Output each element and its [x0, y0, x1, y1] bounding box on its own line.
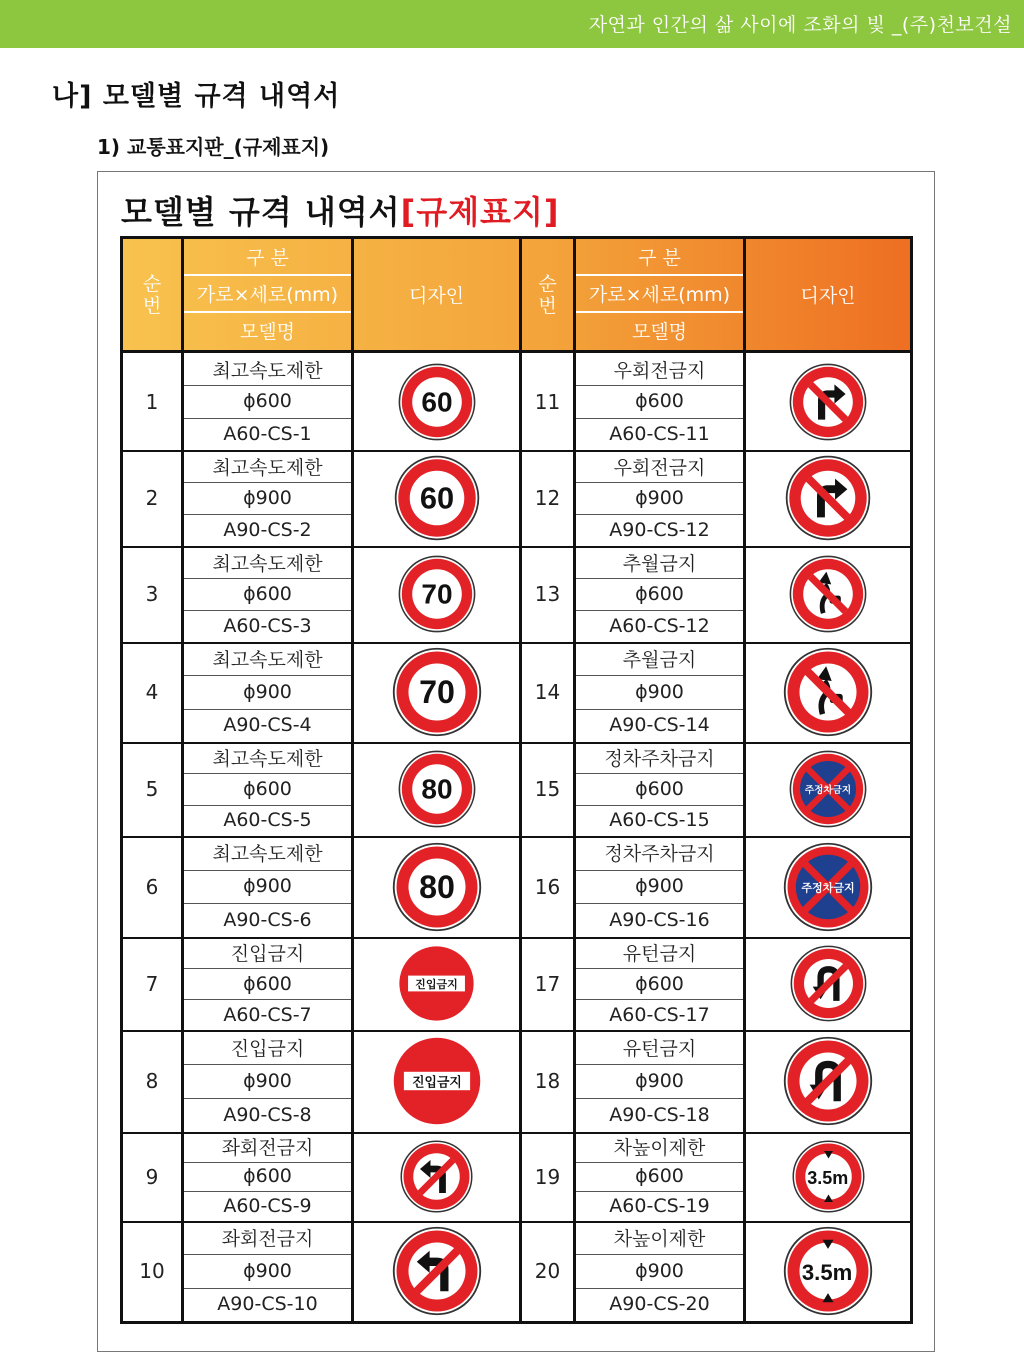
header-slogan: 자연과 인간의 삶 사이에 조화의 빛 _(주)천보건설: [588, 14, 1012, 36]
row-number: 1: [145, 389, 159, 414]
sign-size: ϕ600: [243, 390, 292, 413]
row-number: 11: [534, 389, 561, 414]
speed-limit-sign-icon: [397, 749, 477, 829]
header-model-left: 모델명: [239, 321, 296, 343]
sign-size: ϕ900: [635, 680, 684, 703]
row-number: 7: [145, 971, 159, 996]
sign-name: 추월금지: [622, 649, 697, 672]
no-right-turn-sign-icon: [784, 454, 872, 542]
no-u-turn-sign-icon: [782, 1035, 874, 1127]
model-code: A60-CS-5: [223, 809, 312, 832]
sign-name: 진입금지: [230, 943, 305, 965]
sign-name: 최고속도제한: [212, 748, 323, 771]
speed-limit-sign-icon: [397, 554, 477, 634]
row-number: 8: [145, 1069, 159, 1093]
sign-name: 최고속도제한: [212, 456, 323, 479]
sign-size: ϕ600: [635, 390, 684, 413]
sign-name: 정차주차금지: [604, 843, 715, 866]
svg-text:80: 80: [420, 773, 453, 805]
sign-size: ϕ600: [243, 972, 292, 995]
header-seq-right: 순 번: [538, 272, 557, 317]
header-size-left: 가로×세로(mm): [196, 284, 339, 306]
sign-name: 차높이제한: [613, 1137, 706, 1160]
row-number: 3: [145, 582, 159, 606]
model-code: A60-CS-3: [223, 615, 312, 637]
sign-name: 진입금지: [230, 1037, 305, 1060]
no-stopping-parking-sign-icon: [782, 841, 874, 933]
subsection-title: 1) 교통표지판_(규제표지): [97, 135, 330, 159]
no-entry-sign-icon: [391, 1035, 483, 1127]
header-size-right: 가로×세로(mm): [588, 284, 731, 306]
height-limit-sign-icon: [782, 1225, 874, 1317]
sign-name: 유턴금지: [622, 1037, 697, 1060]
model-code: A90-CS-8: [223, 1104, 312, 1126]
svg-text:80: 80: [418, 868, 455, 905]
sign-name: 최고속도제한: [212, 649, 323, 672]
row-number: 6: [145, 874, 159, 899]
model-code: A90-CS-18: [609, 1104, 710, 1126]
row-number: 10: [139, 1259, 165, 1283]
model-code: A60-CS-9: [223, 1195, 312, 1218]
header-category-left: 구 분: [246, 247, 289, 269]
table-header: [123, 239, 910, 353]
speed-limit-sign-icon: [391, 841, 483, 933]
model-code: A90-CS-2: [223, 519, 312, 541]
row-number: 9: [145, 1164, 159, 1189]
model-code: A60-CS-15: [609, 809, 710, 832]
header-seq-left: 순 번: [142, 272, 162, 317]
height-limit-sign-icon: [791, 1139, 866, 1214]
no-right-turn-sign-icon: [788, 362, 868, 442]
table-title-main: 모델별 규격 내역서: [121, 193, 401, 231]
svg-text:진입금지: 진입금지: [411, 1075, 462, 1091]
row-number: 12: [534, 486, 561, 510]
row-number: 13: [534, 582, 561, 606]
speed-limit-sign-icon: [391, 646, 483, 738]
sign-size: ϕ600: [635, 1165, 684, 1188]
row-number: 2: [145, 486, 159, 510]
model-code: A60-CS-11: [609, 422, 710, 445]
svg-text:3.5m: 3.5m: [806, 1168, 848, 1188]
table-title: [121, 187, 559, 233]
sign-name: 최고속도제한: [212, 843, 323, 866]
sign-name: 정차주차금지: [604, 748, 715, 771]
sign-size: ϕ900: [243, 1259, 292, 1282]
sign-size: ϕ900: [635, 875, 684, 898]
model-code: A90-CS-20: [609, 1293, 710, 1316]
model-code: A60-CS-1: [223, 422, 312, 445]
no-overtaking-sign-icon: [782, 646, 874, 738]
sign-name: 최고속도제한: [212, 552, 323, 575]
sign-name: 좌회전금지: [221, 1137, 314, 1160]
header-design-right: 디자인: [800, 285, 856, 307]
sign-name: 우회전금지: [613, 359, 706, 382]
sign-size: ϕ600: [243, 777, 292, 800]
table-title-accent: [규제표지]: [400, 193, 560, 231]
svg-text:70: 70: [418, 674, 455, 711]
no-left-turn-sign-icon: [391, 1225, 483, 1317]
no-stopping-parking-sign-icon: [788, 749, 868, 829]
model-code: A60-CS-12: [609, 615, 710, 637]
svg-text:주정차금지: 주정차금지: [804, 785, 852, 796]
header-category-right: 구 분: [638, 247, 681, 269]
no-left-turn-sign-icon: [399, 1139, 474, 1214]
row-number: 15: [534, 777, 561, 801]
speed-limit-sign-icon: [397, 362, 477, 442]
row-number: 14: [534, 680, 561, 704]
section-title: 나] 모델별 규격 내역서: [52, 81, 341, 112]
row-number: 16: [534, 874, 561, 899]
model-code: A90-CS-16: [609, 909, 710, 932]
model-code: A90-CS-6: [223, 909, 312, 932]
sign-name: 최고속도제한: [212, 359, 323, 382]
row-number: 20: [534, 1259, 561, 1283]
spec-table: [120, 236, 913, 1324]
sign-size: ϕ900: [635, 1259, 684, 1282]
header-design-left: 디자인: [408, 285, 465, 307]
sign-name: 차높이제한: [613, 1228, 706, 1251]
sign-size: ϕ600: [635, 972, 684, 995]
sign-size: ϕ600: [635, 583, 684, 605]
row-number: 17: [534, 971, 561, 996]
model-code: A90-CS-14: [609, 714, 710, 737]
svg-text:60: 60: [420, 386, 453, 418]
model-code: A60-CS-17: [609, 1003, 710, 1026]
sign-size: ϕ900: [243, 487, 292, 509]
sign-size: ϕ900: [635, 1070, 684, 1092]
model-code: A90-CS-12: [609, 519, 710, 541]
sign-name: 우회전금지: [613, 456, 706, 479]
row-number: 4: [145, 680, 159, 704]
sign-size: ϕ900: [243, 680, 292, 703]
header-model-right: 모델명: [631, 321, 688, 343]
model-code: A60-CS-19: [609, 1195, 710, 1218]
no-overtaking-sign-icon: [788, 554, 868, 634]
sign-name: 좌회전금지: [221, 1228, 314, 1251]
sign-size: ϕ900: [635, 487, 684, 509]
sign-size: ϕ900: [243, 875, 292, 898]
row-number: 18: [534, 1069, 561, 1093]
sign-size: ϕ600: [635, 777, 684, 800]
svg-text:주정차금지: 주정차금지: [801, 881, 855, 895]
top-banner: [0, 0, 1024, 48]
svg-text:진입금지: 진입금지: [415, 978, 458, 992]
sign-name: 추월금지: [622, 552, 697, 575]
model-code: A60-CS-7: [223, 1003, 312, 1026]
svg-text:3.5m: 3.5m: [801, 1260, 853, 1286]
model-code: A90-CS-10: [217, 1293, 318, 1316]
svg-text:60: 60: [419, 480, 454, 516]
sign-size: ϕ600: [243, 583, 292, 605]
sign-size: ϕ900: [243, 1070, 292, 1092]
svg-text:70: 70: [420, 578, 453, 610]
speed-limit-sign-icon: [393, 454, 481, 542]
no-entry-sign-icon: [397, 944, 476, 1023]
sign-name: 유턴금지: [622, 943, 697, 965]
row-number: 5: [145, 777, 159, 801]
row-number: 19: [534, 1164, 561, 1189]
sign-size: ϕ600: [243, 1165, 292, 1188]
no-u-turn-sign-icon: [789, 944, 868, 1023]
model-code: A90-CS-4: [223, 714, 312, 737]
